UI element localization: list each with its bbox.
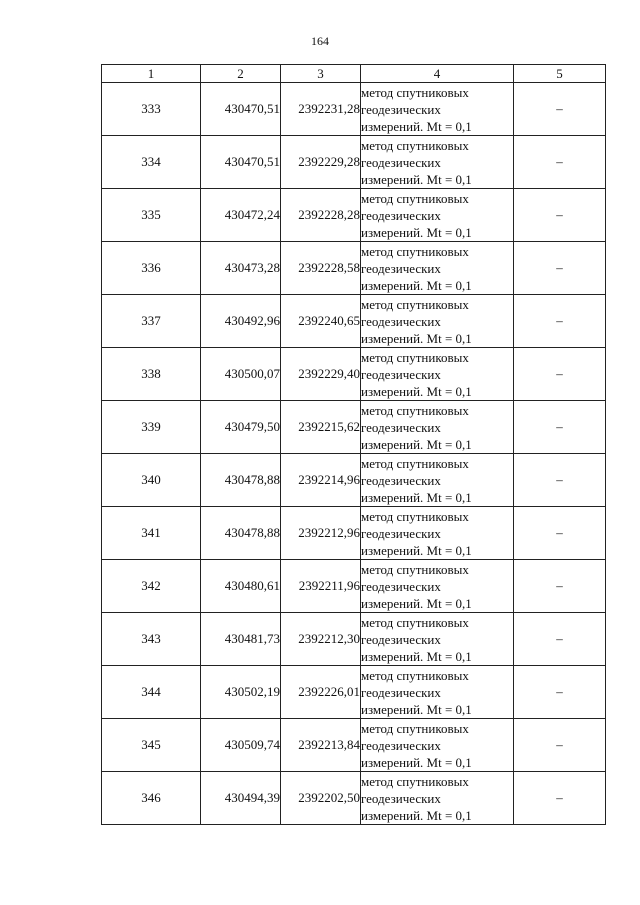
point-number: 335: [102, 189, 201, 242]
table-row: [102, 295, 606, 348]
method-line: измерений. Mt = 0,1: [361, 489, 472, 505]
method-line: метод спутниковых: [361, 243, 469, 259]
empty-mark: –: [514, 560, 606, 613]
method-line: измерений. Mt = 0,1: [361, 436, 472, 452]
method-line: геодезических: [361, 207, 441, 223]
coordinate-x: 430478,88: [201, 454, 281, 507]
method-line: метод спутниковых: [361, 296, 469, 312]
method-line: измерений. Mt = 0,1: [361, 595, 472, 611]
point-number: 340: [102, 454, 201, 507]
method-description: [361, 83, 514, 136]
table-row: [102, 613, 606, 666]
method-line: метод спутниковых: [361, 614, 469, 630]
header-col-1: 1: [102, 65, 201, 83]
method-line: измерений. Mt = 0,1: [361, 330, 472, 346]
method-line: геодезических: [361, 631, 441, 647]
method-line: измерений. Mt = 0,1: [361, 383, 472, 399]
point-number: 334: [102, 136, 201, 189]
empty-mark: –: [514, 666, 606, 719]
header-row: [102, 65, 606, 83]
method-line: метод спутниковых: [361, 349, 469, 365]
coordinate-y: 2392229,28: [281, 136, 361, 189]
method-line: геодезических: [361, 260, 441, 276]
coordinate-x: 430502,19: [201, 666, 281, 719]
method-line: геодезических: [361, 790, 441, 806]
method-line: метод спутниковых: [361, 720, 469, 736]
coordinate-y: 2392215,62: [281, 401, 361, 454]
empty-mark: –: [514, 83, 606, 136]
coordinate-x: 430500,07: [201, 348, 281, 401]
table-row: [102, 719, 606, 772]
method-description: [361, 189, 514, 242]
coordinate-x: 430509,74: [201, 719, 281, 772]
method-line: геодезических: [361, 313, 441, 329]
method-line: геодезических: [361, 154, 441, 170]
empty-mark: –: [514, 507, 606, 560]
method-description: [361, 295, 514, 348]
method-line: измерений. Mt = 0,1: [361, 754, 472, 770]
method-description: [361, 772, 514, 825]
table-row: [102, 189, 606, 242]
coordinate-x: 430492,96: [201, 295, 281, 348]
method-description: [361, 613, 514, 666]
table-row: [102, 666, 606, 719]
coordinate-x: 430478,88: [201, 507, 281, 560]
point-number: 336: [102, 242, 201, 295]
point-number: 342: [102, 560, 201, 613]
table-row: [102, 348, 606, 401]
method-line: измерений. Mt = 0,1: [361, 224, 472, 240]
coordinate-x: 430470,51: [201, 83, 281, 136]
header-col-5: 5: [514, 65, 606, 83]
table-row: [102, 242, 606, 295]
coordinate-y: 2392211,96: [281, 560, 361, 613]
method-line: измерений. Mt = 0,1: [361, 807, 472, 823]
method-line: метод спутниковых: [361, 508, 469, 524]
method-description: [361, 242, 514, 295]
point-number: 339: [102, 401, 201, 454]
point-number: 344: [102, 666, 201, 719]
method-line: геодезических: [361, 419, 441, 435]
coordinate-y: 2392212,30: [281, 613, 361, 666]
method-line: метод спутниковых: [361, 561, 469, 577]
method-description: [361, 136, 514, 189]
table-row: [102, 136, 606, 189]
point-number: 343: [102, 613, 201, 666]
method-description: [361, 454, 514, 507]
method-line: метод спутниковых: [361, 402, 469, 418]
coordinate-x: 430481,73: [201, 613, 281, 666]
coordinate-y: 2392213,84: [281, 719, 361, 772]
point-number: 333: [102, 83, 201, 136]
point-number: 345: [102, 719, 201, 772]
method-description: [361, 401, 514, 454]
coordinate-y: 2392231,28: [281, 83, 361, 136]
table-header: [102, 65, 606, 83]
coordinate-y: 2392202,50: [281, 772, 361, 825]
method-line: измерений. Mt = 0,1: [361, 277, 472, 293]
method-line: геодезических: [361, 472, 441, 488]
point-number: 337: [102, 295, 201, 348]
empty-mark: –: [514, 295, 606, 348]
empty-mark: –: [514, 719, 606, 772]
empty-mark: –: [514, 772, 606, 825]
empty-mark: –: [514, 454, 606, 507]
method-line: геодезических: [361, 737, 441, 753]
empty-mark: –: [514, 348, 606, 401]
table-row: [102, 560, 606, 613]
method-description: [361, 348, 514, 401]
point-number: 346: [102, 772, 201, 825]
coordinate-y: 2392212,96: [281, 507, 361, 560]
point-number: 341: [102, 507, 201, 560]
method-line: метод спутниковых: [361, 455, 469, 471]
method-line: измерений. Mt = 0,1: [361, 648, 472, 664]
method-line: метод спутниковых: [361, 773, 469, 789]
header-col-3: 3: [281, 65, 361, 83]
table-row: [102, 454, 606, 507]
method-line: геодезических: [361, 578, 441, 594]
method-description: [361, 560, 514, 613]
coordinate-y: 2392229,40: [281, 348, 361, 401]
method-line: измерений. Mt = 0,1: [361, 701, 472, 717]
coordinates-table: [101, 64, 606, 825]
method-description: [361, 507, 514, 560]
method-line: измерений. Mt = 0,1: [361, 118, 472, 134]
table-row: [102, 401, 606, 454]
table-row: [102, 507, 606, 560]
header-col-4: 4: [361, 65, 514, 83]
coordinate-x: 430470,51: [201, 136, 281, 189]
coordinate-y: 2392228,58: [281, 242, 361, 295]
point-number: 338: [102, 348, 201, 401]
coordinate-y: 2392228,28: [281, 189, 361, 242]
coordinate-y: 2392214,96: [281, 454, 361, 507]
empty-mark: –: [514, 613, 606, 666]
method-line: геодезических: [361, 101, 441, 117]
method-line: геодезических: [361, 684, 441, 700]
empty-mark: –: [514, 189, 606, 242]
method-line: геодезических: [361, 366, 441, 382]
table-row: [102, 772, 606, 825]
method-line: метод спутниковых: [361, 667, 469, 683]
method-line: измерений. Mt = 0,1: [361, 542, 472, 558]
page-number: 164: [311, 34, 329, 48]
empty-mark: –: [514, 242, 606, 295]
coordinate-x: 430494,39: [201, 772, 281, 825]
coordinate-x: 430472,24: [201, 189, 281, 242]
method-line: измерений. Mt = 0,1: [361, 171, 472, 187]
coordinate-x: 430479,50: [201, 401, 281, 454]
table-body: [102, 83, 606, 825]
method-line: метод спутниковых: [361, 84, 469, 100]
empty-mark: –: [514, 136, 606, 189]
header-col-2: 2: [201, 65, 281, 83]
coordinate-x: 430473,28: [201, 242, 281, 295]
coordinate-y: 2392240,65: [281, 295, 361, 348]
method-description: [361, 719, 514, 772]
coordinate-y: 2392226,01: [281, 666, 361, 719]
empty-mark: –: [514, 401, 606, 454]
method-description: [361, 666, 514, 719]
table-row: [102, 83, 606, 136]
coordinate-x: 430480,61: [201, 560, 281, 613]
method-line: метод спутниковых: [361, 190, 469, 206]
method-line: метод спутниковых: [361, 137, 469, 153]
method-line: геодезических: [361, 525, 441, 541]
